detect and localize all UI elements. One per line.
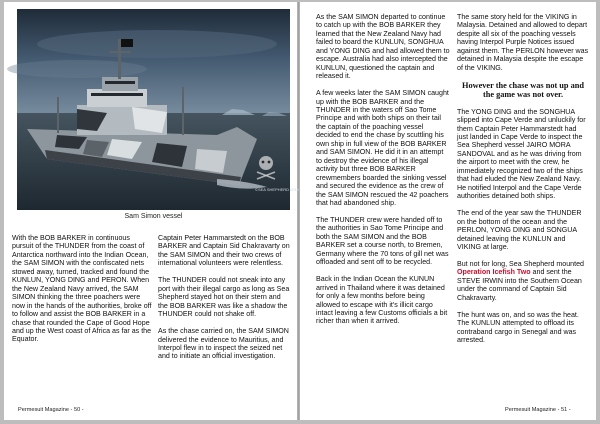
subheading: However the chase was not up and the game was not over. [461, 80, 584, 99]
right-page-footer: Permesuit Magazine - 51 - [505, 407, 571, 413]
operation-highlight: Operation Icefish Two [457, 268, 531, 277]
column-2-paragraph: Captain Peter Hammarstedt on the BOB BARKER and Captain Sid Chakravarty on the SAM SIMON and their two crews of international volunteers were relentless. [158, 234, 290, 268]
left-page-footer: Permesuit Magazine - 50 - [18, 407, 84, 413]
column-1-paragraph: With the BOB BARKER in continuous pursuit of the THUNDER from the coast of Antarctica northward into the Indian Ocean, the SAM SIMON with the confiscated nets stowed away, turned, tracked and found the KUNLUN, YONG DING and PERON. When the New Zealand Navy arrived, the SAM SIMON thinking the three poachers were now in the hands of the authorities, broke off to follow and assist the BOB BARKER in a chase that rounded the Cape of Good Hope and up the West coast of Africa as far as the Equator. [12, 234, 152, 344]
column-3-paragraph: As the SAM SIMON departed to continue to catch up with the BOB BARKER they learned that the New Zealand Navy had failed to board the KUNLUN, SONGHUA and YONG DING and had allowed them to escape. Australia had also intercepted the KUNLUN, questioned the captain and released it. [316, 13, 450, 81]
column-2-paragraph: As the chase carried on, the SAM SIMON delivered the evidence to Mauritius, and Interpol flew in to inspect the seized net and to initiate an official investigation. [158, 327, 289, 361]
column-4-paragraph: The YONG DING and the SONGHUA slipped into Cape Verde and unluckily for them Captain Peter Hammarstedt had just landed in Cape Verde to inspect the Sea Shepherd vessel JAIRO MORA SANDOVAL and as he was driving from the airport to meet with the crew, he immediately recognized two of the ships that had eluded the New Zealand Navy. He notified Interpol and the Cape Verde authorities detained both ships. [457, 107, 586, 201]
column-4-paragraph: The end of the year saw the THUNDER on the bottom of the ocean and the PERLON, YONG DING and SONGUA detained leaving the KUNLUN and VIKING at large. [457, 209, 582, 251]
column-4-paragraph: The hunt was on, and so was the heat. The KUNLUN attempted to offload its contraband cargo in Senegal and was arrested. [457, 310, 579, 345]
column-4-paragraph: The same story held for the VIKING in Malaysia. Detained and allowed to depart despite all six of the poaching vessels having Interpol Purple Notices issued against them. The PERLON however was detained in Malaysia despite the escape of the VIKING. [457, 13, 589, 72]
column-1 [12, 234, 152, 352]
photo-credit: ©SEA SHEPHERD 2014 [255, 187, 300, 192]
left-page [4, 2, 300, 420]
ship-photo [17, 9, 300, 210]
column-2-paragraph: The THUNDER could not sneak into any port with their illegal cargo as long as Sea Shepherd stayed hot on their stern and the BOB BARKER was like a shadow the THUNDER could not shake off. [158, 276, 290, 319]
column-3-paragraph: The THUNDER crew were handed off to the authorities in Sao Tome Principe and both the SAM SIMON and the BOB BARKER set a course north, to Bremen, Germany where the 70 tons of gill net was offloaded and sent off to be recycled. [316, 215, 449, 267]
operation-text-after: and sent the STEVE IRWIN into the Southern Ocean under the command of Captain Sid Chakravarty. [457, 268, 582, 302]
column-2 [158, 234, 291, 369]
photo-caption: Sam Simon vessel [124, 213, 183, 220]
column-3-paragraph: A few weeks later the SAM SIMON caught up with the BOB BARKER and the THUNDER in the waters off Sao Tome Principe and with both ships on their tail the captain of the poaching vessel decided to end the chase by scuttling his own ship in full view of the BOB BARKER and SAM SIMON. He did it in an attempt to destroy the evidence of his illegal activity but three BOB BARKER crewmembers boarded the sinking vessel and secured the evidence as the crew of the SAM SIMON rescued the 42 poachers that had abandoned ship. [316, 89, 449, 208]
operation-text-before: But not for long, Sea Shepherd mounted [457, 259, 584, 268]
right-page [300, 2, 596, 420]
column-4 [457, 13, 589, 353]
operation-paragraph [457, 260, 589, 302]
column-3-paragraph: Back in the Indian Ocean the KUNUN arrived in Thailand where it was detained for only a few months before being allowed to escape with it's illicit cargo intact leaving a few Customs officials a bit richer than when it arrived. [316, 275, 448, 326]
column-3 [316, 13, 450, 334]
ship-illustration [17, 9, 300, 210]
